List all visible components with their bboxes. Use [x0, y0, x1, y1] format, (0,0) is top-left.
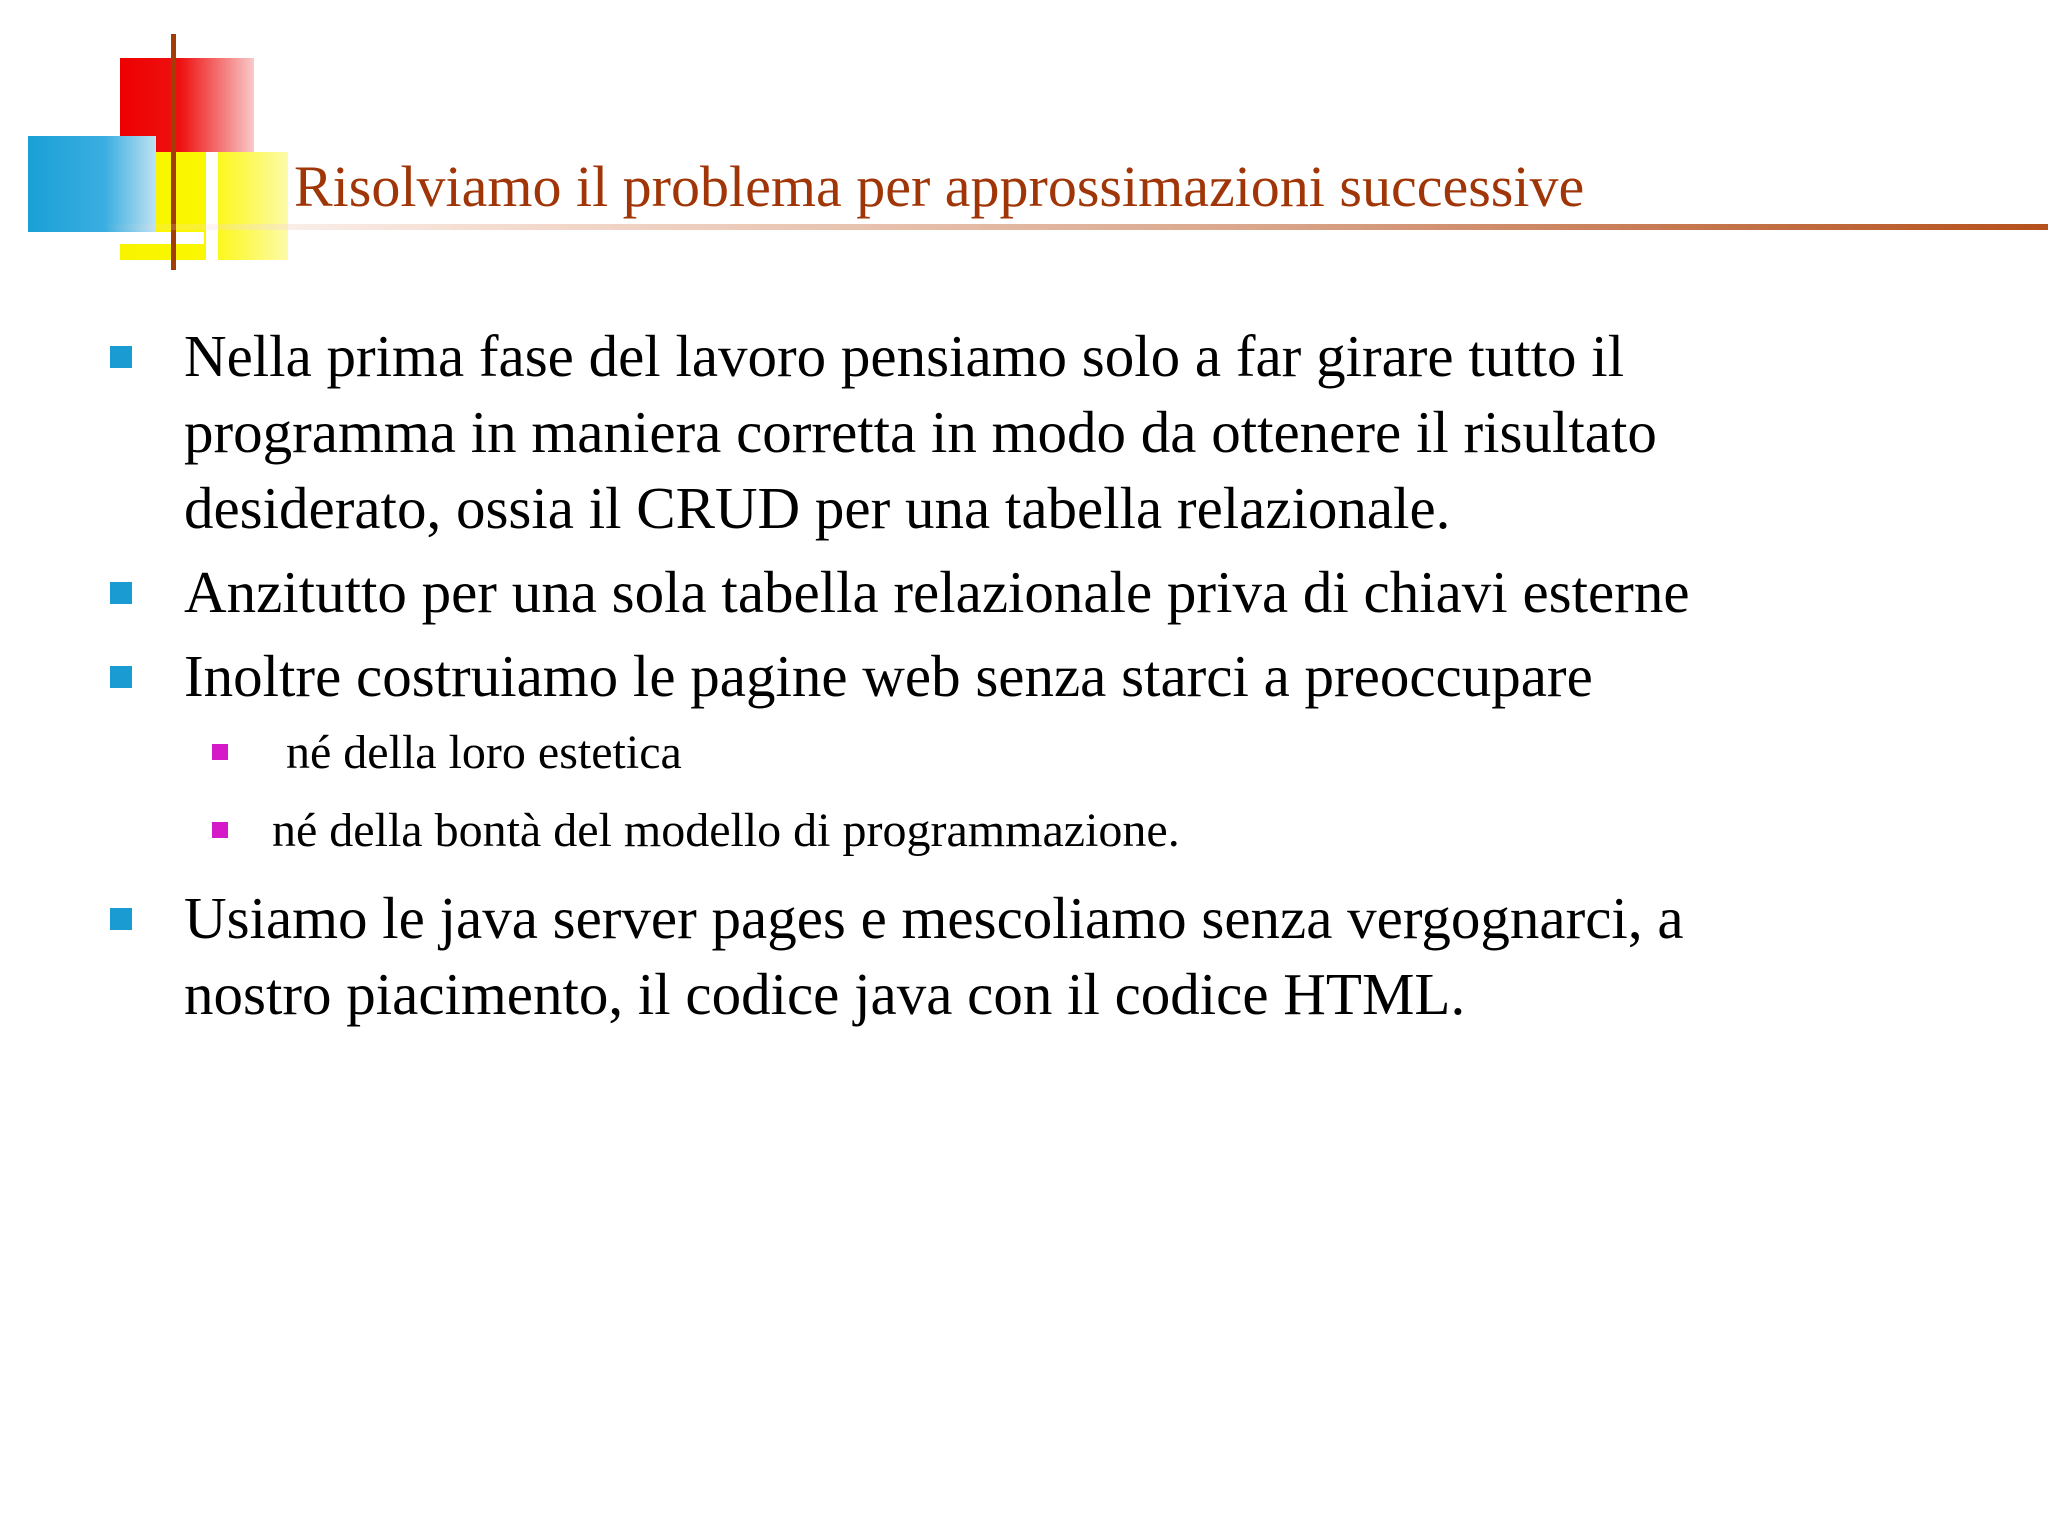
sub-bullet-text: né della bontà del modello di programmazione. — [272, 804, 1180, 857]
bullet-line: Usiamo le java server pages e mescoliamo senza vergognarci, a — [184, 885, 1684, 951]
square-bullet-icon — [110, 346, 132, 368]
logo-vertical-line — [171, 34, 176, 270]
square-bullet-icon — [110, 908, 132, 930]
slide-body — [0, 318, 2048, 1040]
bullet-line: nostro piacimento, il codice java con il codice HTML. — [184, 961, 1466, 1027]
bullet-line: programma in maniera corretta in modo da ottenere il risultato — [184, 399, 1657, 465]
small-square-bullet-icon — [212, 822, 228, 838]
slide-title: Risolviamo il problema per approssimazioni successive — [294, 154, 1585, 219]
bullet-item — [0, 318, 2048, 546]
square-bullet-icon — [110, 582, 132, 604]
bullet-line: Anzitutto per una sola tabella relazionale priva di chiavi esterne — [184, 559, 1690, 625]
sub-bullet-item — [0, 792, 2048, 870]
bullet-line: Nella prima fase del lavoro pensiamo solo a far girare tutto il — [184, 323, 1625, 389]
bullet-item — [0, 638, 2048, 714]
sub-bullet-item — [0, 714, 2048, 792]
square-bullet-icon — [110, 666, 132, 688]
logo-white-gap — [120, 232, 204, 244]
logo-white-gap-vertical — [206, 152, 218, 260]
logo-blue-block — [28, 136, 156, 232]
small-square-bullet-icon — [212, 744, 228, 760]
bullet-line: desiderato, ossia il CRUD per una tabella relazionale. — [184, 475, 1451, 541]
slide-logo-decoration — [0, 0, 300, 280]
sub-bullet-text: né della loro estetica — [286, 726, 682, 779]
title-underline — [100, 224, 2048, 230]
bullet-line: Inoltre costruiamo le pagine web senza starci a preoccupare — [184, 643, 1593, 709]
bullet-item — [0, 554, 2048, 630]
bullet-item — [0, 880, 2048, 1032]
